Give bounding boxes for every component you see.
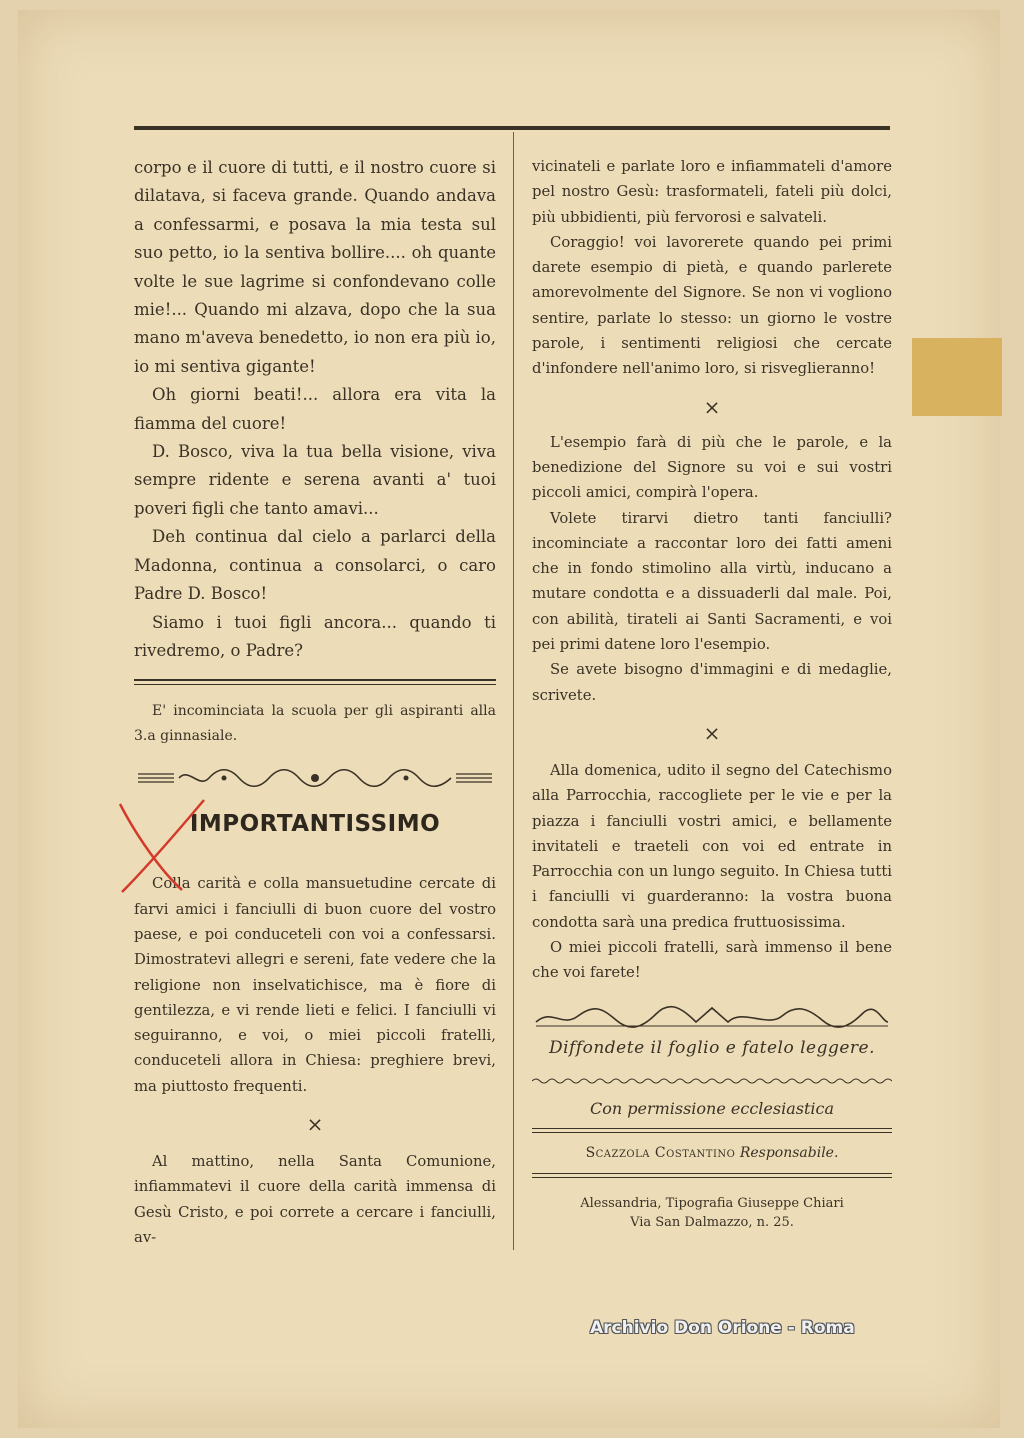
double-rule [134, 679, 496, 685]
paragraph: L'esempio farà di più che le parole, e la benedizione del Signore su voi e sui vostri piccoli amici, compirà l'opera. [532, 433, 892, 502]
section-heading: IMPORTANTISSIMO [189, 811, 441, 838]
motto: Diffondete il foglio e fatelo leggere. [548, 1037, 876, 1058]
wavy-rule-svg [532, 1075, 892, 1087]
thin-rule [532, 1128, 892, 1129]
permission-line: Con permissione ecclesiastica [589, 1098, 835, 1118]
paragraph: Al mattino, nella Santa Comunione, infiammatevi il cuore della carità immensa di Gesù Cristo, e poi correte a cercare i fanciulli, av- [134, 1152, 496, 1246]
paper-tab [912, 338, 1002, 416]
responsible-role: Responsabile. [739, 1144, 839, 1161]
school-notice: E' incominciata la scuola per gli aspiranti alla 3.a ginnasiale. [134, 703, 496, 745]
paragraph: corpo e il cuore di tutti, e il nostro cuore si dilatava, si faceva grande. Quando andava a confessarmi, e posava la mia testa sul suo petto, io la sentiva bollire.... oh quante volte le sue lagrime si confondevano colle mie!... Quando mi alzava, dopo che la sua mano m'aveva benedetto, io non era più io, io mi sentiva gigante! [134, 158, 496, 376]
thin-rule [532, 1173, 892, 1174]
paragraph: vicinateli e parlate loro e infiammateli d'amore pel nostro Gesù: trasformateli, fateli più dolci, più ubbidienti, più fervorosi e salvateli. [532, 158, 892, 226]
archive-watermark: Archivio Don Orione - Roma [590, 1318, 855, 1338]
thin-rule [532, 1132, 892, 1133]
ornament-svg [134, 765, 496, 791]
paragraph: Volete tirarvi dietro tanti fanciulli? incominciate a raccontar loro dei fatti ameni che in fondo stimolino alla virtù, inducano a mutare condotta e a dissuaderli dal male. Poi, con abilità, tirateli ai Santi Sacramenti, e voi pei primi datene loro l'esempio. [532, 509, 892, 654]
ornament-divider [532, 1004, 892, 1030]
right-column [532, 154, 892, 1232]
paragraph: Colla carità e colla mansuetudine cercate di farvi amici i fanciulli di buon cuore del vostro paese, e poi conduceteli con voi a confessarsi. Dimostratevi allegri e sereni, fate vedere che la religione non inselvatichisce, ma è fiore di gentilezza, e vi rende lieti e felici. I fanciulli vi seguiranno, e voi, o miei piccoli fratelli, conduceteli allora in Chiesa: preghiere brevi, ma piuttosto frequenti. [134, 875, 496, 1095]
wavy-rule [532, 1072, 892, 1091]
red-cross-mark [112, 792, 212, 902]
printer-line: Via San Dalmazzo, n. 25. [630, 1214, 794, 1230]
paragraph: O miei piccoli fratelli, sarà immenso il bene che voi farete! [532, 939, 892, 982]
paragraph: Oh giorni beati!... allora era vita la fiamma del cuore! [134, 385, 496, 433]
top-rule [134, 126, 890, 130]
paragraph: Coraggio! voi lavorerete quando pei primi darete esempio di pietà, e quando parlerete amorevolmente del Signore. Se non vi vogliono sentire, parlate lo stesso: un giorno le vostre parole, i sentimenti religiosi che cercate d'infondere nell'animo loro, si risveglieranno! [532, 233, 892, 378]
paragraph: Deh continua dal cielo a parlarci della Madonna, continua a consolarci, o caro Padre D. Bosco! [134, 527, 496, 604]
paragraph: Se avete bisogno d'immagini e di medaglie, scrivete. [532, 661, 892, 704]
paragraph: Siamo i tuoi figli ancora... quando ti rivedremo, o Padre? [134, 612, 496, 660]
paragraph: D. Bosco, viva la tua bella visione, viva sempre ridente e serena avanti a' tuoi poveri figli che tanto amavi... [134, 442, 496, 518]
left-column [134, 154, 496, 1250]
cross-separator: × [703, 394, 721, 419]
printer-line: Alessandria, Tipografia Giuseppe Chiari [580, 1195, 844, 1211]
responsible-line [532, 1145, 892, 1161]
ornament-svg [532, 1004, 892, 1030]
ornament-divider [134, 765, 496, 791]
printer-imprint [532, 1194, 892, 1232]
cross-separator: × [703, 720, 721, 745]
column-divider [513, 132, 514, 1250]
cross-separator: × [306, 1111, 324, 1136]
responsible-name: Scazzola Costantino [585, 1144, 736, 1161]
paragraph: Alla domenica, udito il segno del Catechismo alla Parrocchia, raccogliete per le vie e per la piazza i fanciulli vostri amici, e bellamente invitateli e traeteli con voi ed entrate in Parrocchia con un lungo seguito. In Chiesa tutti i fanciulli vi guarderanno: la vostra buona condotta sarà una predica fruttuosissima. [532, 761, 892, 931]
thin-rule [532, 1177, 892, 1178]
